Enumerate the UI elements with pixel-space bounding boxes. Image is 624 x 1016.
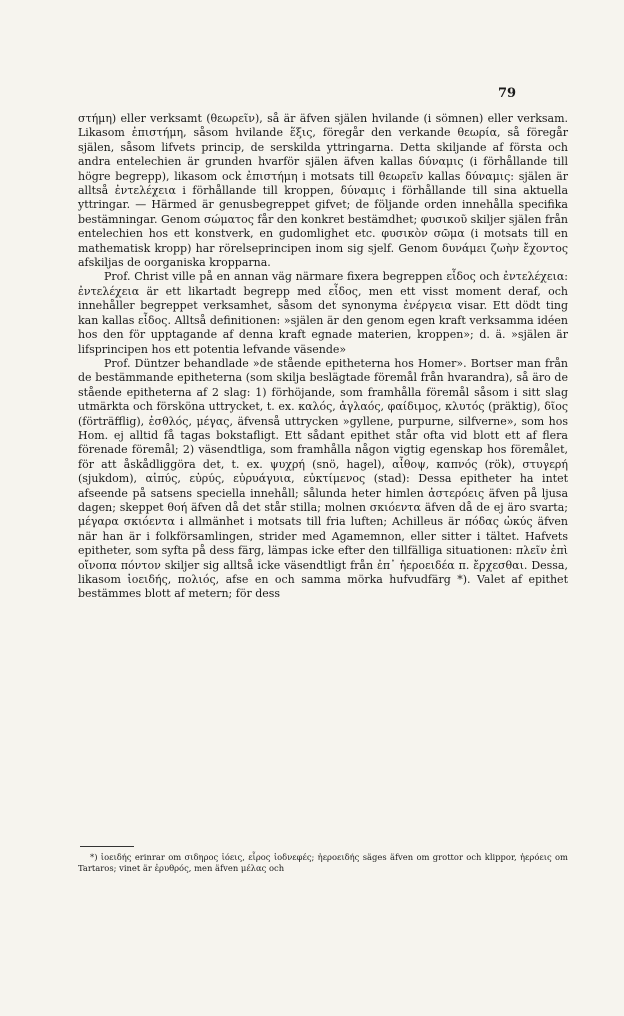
paragraph: Prof. Christ ville på en annan väg närmare fixera begreppen εἶδος och ἐντελέχεια: ἐντελέχεια är ett likartadt begrepp med εἶδος, men ett visst moment deraf, och innehåller begreppet verksamhet, såsom det synonyma ἐνέργεια visar. Ett dödt ting kan kallas εἶδος. Alltså definitionen: »själen är den genom egen kraft verksamma idéen hos den för upptagande af denna kraft egnade materien, kroppen»; d. ä. »själen är lifsprincipen hos ett potentia lefvande väsende» (78, 270, 568, 356)
footnote-divider (80, 846, 134, 847)
paragraph: Prof. Düntzer behandlade »de stående epitheterna hos Homer». Bortser man från de bestämmande epitheterna (som skilja beslägtade föremål från hvarandra), så äro de stående epitheterna af 2 slag: 1) förhöjande, som framhålla föremål såsom i sitt slag utmärkta och försköna uttrycket, t. ex. καλός, ἀγλαός, φαίδιμος, κλυτός (präktig), δῖος (förträfflig), ἐσθλός, μέγας, äfvenså uttrycken »gyllene, purpurne, silfverne», som hos Hom. ej alltid få tagas bokstafligt. Ett sådant epithet står ofta vid blott ett af flera förenade föremål; 2) väsendtliga, som framhålla någon vigtig egenskap hos föremålet, för att åskådliggöra det, t. ex. ψυχρή (snö, hagel), αἶθοψ, καπνός (rök), στυγερή (sjukdom), αἰπύς, εὐρύς, εὐρυάγυια, εὐκτίμενος (stad): Dessa epitheter ha intet afseende på satsens speciella innehåll; sålunda heter himlen ἀστερόεις äfven på ljusa dagen; skeppet θοή äfven då det står stilla; molnen σκιόεντα äfven då de ej äro svarta; μέγαρα σκιόεντα i allmänhet i motsats till fria luften; Achilleus är πόδας ὠκύς äfven när han är i folkförsamlingen, strider med Agamemnon, eller sitter i tältet. Hafvets epitheter, som syfta på dess färg, lämpas icke efter den tillfälliga situationen: πλεῖν ἐπὶ οἴνοπα πόντον skiljer sig alltså icke väsendtligt från ἐπ᾽ ἠεροειδέα π. ἔρχεσθαι. Dessa, likasom ἰοειδής, πολιός, afse en och samma mörka hufvudfärg *). Valet af epithet bestämmes blott af metern; för dess (78, 356, 568, 601)
page-number: 79 (498, 86, 517, 101)
footnote: *) ἰοειδής erinrar om σιδηρος ἰόεις, εἶρος ἰοδνεφές; ἠεροειδής säges äfven om grottor och klippor, ἠερόεις om Tartaros; vinet är ἐρυθρός, men äfven μέλας och (78, 852, 568, 873)
body-text (78, 112, 568, 602)
paragraph: στήμη) eller verksamt (θεωρεῖν), så är äfven själen hvilande (i sömnen) eller verksam. Likasom ἐπιστήμη, såsom hvilande ἕξις, föregår den verkande θεωρία, så föregår själen, såsom lifvets princip, de serskilda yttringarna. Detta skiljande af första och andra entelechien är grunden hvarför själen äfven kallas δύναμις (i förhållande till högre begrepp), likasom ock ἐπιστήμη i motsats till θεωρεῖν kallas δύναμις: själen är alltså ἐντελέχεια i förhållande till kroppen, δύναμις i förhållande till sina aktuella yttringar. — Härmed är genusbegreppet gifvet; de följande orden innehålla specifika bestämningar. Genom σώματος får den konkret bestämdhet; φυσικοῦ skiljer själen från entelechien hos ett konstverk, en gudomlighet etc. φυσικὸν σῶμα (i motsats till en mathematisk kropp) har rörelseprincipen inom sig sjelf. Genom δυνάμει ζωὴν ἔχοντος afskiljas de oorganiska kropparna. (78, 112, 568, 270)
